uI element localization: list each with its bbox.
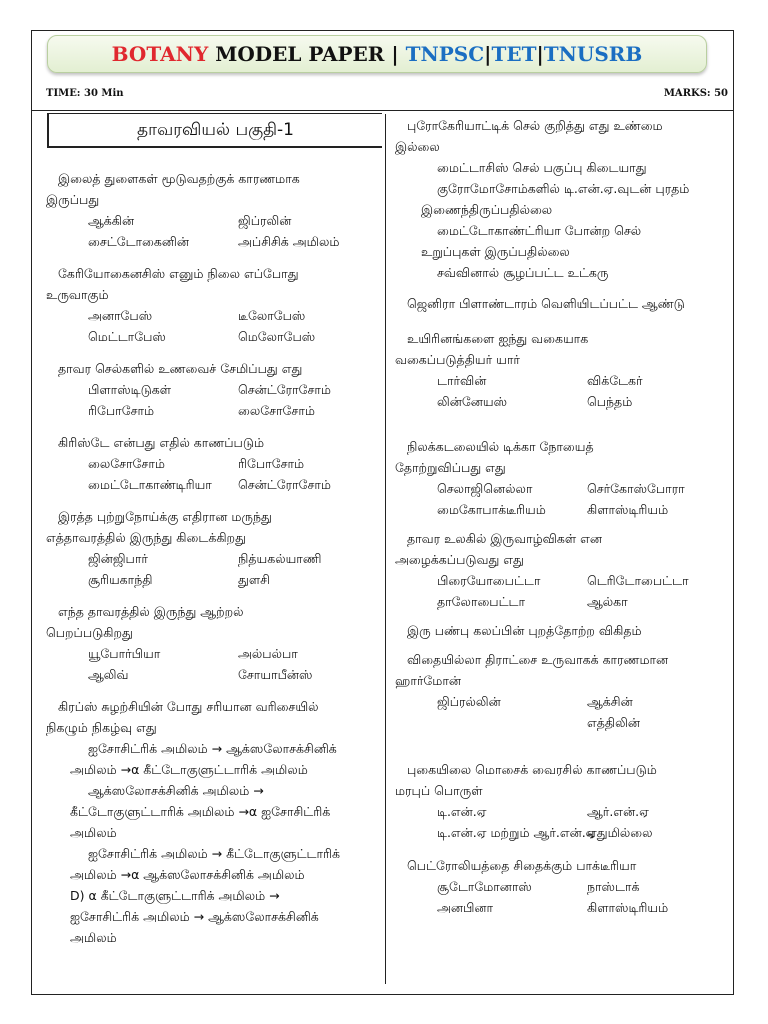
- title-main: MODEL PAPER: [215, 42, 385, 66]
- title-sep: |: [536, 42, 544, 66]
- question-block: [46, 358, 376, 421]
- option-row: [46, 664, 376, 685]
- option-text: துளசி: [238, 572, 270, 587]
- title-tag-tnpsc: TNPSC: [405, 42, 485, 66]
- question-block: [395, 759, 725, 843]
- header-rule: [31, 110, 734, 111]
- option-text: டார்வின்: [437, 373, 487, 388]
- option-row: [395, 499, 725, 520]
- title-subject: BOTANY: [111, 42, 209, 66]
- option-text: சென்ட்ரோசோம்: [238, 477, 331, 492]
- question-text: [395, 293, 725, 314]
- option-text: நாஸ்டாக்: [587, 879, 640, 894]
- option-text: செலாஜினெல்லா: [437, 481, 533, 496]
- question-block: [46, 432, 376, 495]
- question-line: எத்தாவரத்தில் இருந்து கிடைக்கிறது: [46, 530, 246, 545]
- question-block: [395, 649, 725, 733]
- question-block: [46, 263, 376, 347]
- option-text: ஆலிவ்: [88, 667, 129, 682]
- question-line: ஜெனிரா பிளாண்டாரம் வெளியிடப்பட்ட ஆண்டு: [407, 296, 685, 311]
- question-block: [46, 168, 376, 252]
- question-line: எந்த தாவரத்தில் இருந்து ஆற்றல்: [58, 604, 244, 619]
- option-row: [395, 897, 725, 918]
- question-line: கிரப்ஸ் சுழற்சியின் போது சரியான வரிசையில்: [58, 699, 319, 714]
- option-text: லின்னேயஸ்: [437, 394, 507, 409]
- option-text: டி.என்.ஏ: [437, 804, 487, 819]
- title-tag-tnusrb: TNUSRB: [543, 42, 643, 66]
- option-row: [46, 305, 376, 326]
- marks-label: MARKS: 50: [663, 88, 728, 99]
- time-label: TIME: 30 Min: [46, 88, 124, 99]
- option-row: [46, 210, 376, 231]
- option-text: கிளாஸ்டிரியம்: [587, 502, 669, 517]
- question-line: வகைப்படுத்தியர் யார்: [395, 352, 520, 367]
- option-text: சென்ட்ரோசோம்: [238, 382, 331, 397]
- question-line: பெறப்படுகிறது: [46, 625, 133, 640]
- option-row: [46, 643, 376, 664]
- question-line: கேரியோகைனசிஸ் எனும் நிலை எப்போது: [58, 266, 299, 281]
- question-line: நிலக்கடலையில் டிக்கா நோயைத்: [407, 439, 594, 454]
- option-line: அமிலம் →α ஆக்ஸலோசக்சினிக் அமிலம்: [70, 867, 305, 882]
- question-text: [46, 432, 376, 453]
- question-line: புகையிலை மொசைக் வைரசில் காணப்படும்: [407, 762, 657, 777]
- question-line: இருப்பது: [46, 192, 100, 207]
- option-line: ஐசோசிட்ரிக் அமிலம் → ஆக்ஸலோசக்சினிக்: [88, 741, 337, 756]
- option-row: [395, 822, 725, 843]
- option-row: [46, 548, 376, 569]
- option-text: ஜின்ஜிபார்: [88, 551, 148, 566]
- option-text: லைசோசோம்: [88, 456, 165, 471]
- question-line: கிரிஸ்டே என்பது எதில் காணப்படும்: [58, 435, 265, 450]
- option-row: [395, 370, 725, 391]
- option-row: [395, 391, 725, 412]
- option-text: மெட்டாபேஸ்: [88, 329, 166, 344]
- question-line: உருவாகும்: [46, 287, 109, 302]
- question-line: நிகழும் நிகழ்வு எது: [46, 720, 157, 735]
- option-line: குரோமோசோம்களில் டி.என்.ஏ.வுடன் புரதம்: [437, 181, 690, 196]
- option-text: மெலோபேஸ்: [238, 329, 316, 344]
- option-row: [395, 801, 725, 822]
- question-text: [395, 649, 725, 691]
- option-row: [395, 591, 725, 612]
- question-block: [395, 620, 725, 641]
- option-row: [395, 712, 725, 733]
- question-line: இரத்த புற்றுநோய்க்கு எதிரான மருந்து: [58, 509, 272, 524]
- question-block: [395, 293, 725, 314]
- option-row: [395, 570, 725, 591]
- question-text: [395, 328, 725, 370]
- title-banner: [47, 35, 707, 73]
- option-line: அமிலம்: [70, 930, 117, 945]
- option-text: நித்யகல்யாணி: [238, 551, 322, 566]
- question-block: [395, 528, 725, 612]
- option-text: செர்கோஸ்போரா: [587, 481, 685, 496]
- question-block: [46, 601, 376, 685]
- option-row: [46, 453, 376, 474]
- column-divider: [385, 114, 386, 984]
- option-text: அனாபேஸ்: [88, 308, 153, 323]
- title-sep: |: [484, 42, 492, 66]
- option-text: கிளாஸ்டிரியம்: [587, 900, 669, 915]
- question-line: இரு பண்பு கலப்பின் புறத்தோற்ற விகிதம்: [407, 623, 642, 638]
- question-block: [395, 855, 725, 918]
- question-block: [395, 328, 725, 412]
- option-line: D) α கீட்டோகுளுட்டாரிக் அமிலம் →: [70, 888, 280, 903]
- question-text: [46, 601, 376, 643]
- question-text: [46, 506, 376, 548]
- option-text: மைகோபாக்டீரியம்: [437, 502, 546, 517]
- option-line: அமிலம்: [70, 825, 117, 840]
- option-text: அனபினா: [437, 900, 494, 915]
- question-text: [395, 115, 725, 157]
- question-line: ஹார்மோன்: [395, 673, 461, 688]
- option-text: ஆக்சின்: [587, 694, 633, 709]
- option-row: [395, 691, 725, 712]
- option-text: யூபோர்பியா: [88, 646, 161, 661]
- option-row: [46, 231, 376, 252]
- question-line: அழைக்கப்படுவது எது: [395, 552, 524, 567]
- option-text: பிரையோபைட்டா: [437, 573, 541, 588]
- option-text: பிளாஸ்டிடுகள்: [88, 382, 172, 397]
- question-block: [395, 436, 725, 520]
- left-column: [46, 168, 376, 959]
- option-line: மைட்டாசிஸ் செல் பகுப்பு கிடையாது: [437, 160, 647, 175]
- section-title-text: தாவரவியல் பகுதி-1: [137, 120, 294, 140]
- question-line: மரபுப் பொருள்: [395, 783, 483, 798]
- question-line: புரோகேரியாட்டிக் செல் குறித்து எது உண்மை: [407, 118, 663, 133]
- option-text: மைட்டோகாண்டிரியா: [88, 477, 212, 492]
- title-tag-tet: TET: [491, 42, 537, 66]
- option-row: [46, 474, 376, 495]
- question-line: தோற்றுவிப்பது எது: [395, 460, 506, 475]
- option-text: ஜிப்ரல்லின்: [437, 694, 501, 709]
- option-text: ரிபோசோம்: [238, 456, 305, 471]
- option-line: இணைந்திருப்பதில்லை: [421, 202, 553, 217]
- option-text: ரிபோசோம்: [88, 403, 155, 418]
- option-line: மைட்டோகாண்ட்ரியா போன்ற செல்: [437, 223, 642, 238]
- option-text: ஆர்.என்.ஏ: [587, 804, 649, 819]
- option-line: ஐசோசிட்ரிக் அமிலம் → ஆக்ஸலோசக்சினிக்: [70, 909, 319, 924]
- question-text: [46, 168, 376, 210]
- option-text: டி.என்.ஏ மற்றும் ஆர்.என்.ஏ: [437, 825, 596, 840]
- option-line: ஐசோசிட்ரிக் அமிலம் → கீட்டோகுளுட்டாரிக்: [88, 846, 340, 861]
- option-chain: [46, 738, 376, 948]
- question-text: [46, 358, 376, 379]
- option-text: விக்டேகர்: [587, 373, 643, 388]
- option-line: ஆக்ஸலோசக்சினிக் அமிலம் →: [88, 783, 264, 798]
- option-text: ஏதுமில்லை: [587, 825, 653, 840]
- option-text: சூடோமோனாஸ்: [437, 879, 532, 894]
- option-line: கீட்டோகுளுட்டாரிக் அமிலம் →α ஐசோசிட்ரிக்: [70, 804, 331, 819]
- option-text: தாலோபைட்டா: [437, 594, 526, 609]
- option-row: [46, 569, 376, 590]
- option-text: லைசோசோம்: [238, 403, 315, 418]
- option-text: ஆக்கின்: [88, 213, 135, 228]
- option-text: பெந்தம்: [587, 394, 633, 409]
- question-text: [395, 620, 725, 641]
- option-text: எத்திலின்: [587, 715, 640, 730]
- question-line: விதையில்லா திராட்சை உருவாகக் காரணமான: [407, 652, 669, 667]
- option-row: [46, 379, 376, 400]
- option-text: அல்பல்பா: [238, 646, 298, 661]
- option-text: சைட்டோகைனின்: [88, 234, 189, 249]
- question-block: [46, 696, 376, 948]
- option-line: உறுப்புகள் இருப்பதில்லை: [421, 244, 570, 259]
- question-text: [395, 759, 725, 801]
- question-text: [395, 855, 725, 876]
- option-text: சோயாபீன்ஸ்: [238, 667, 313, 682]
- question-line: இலைத் துளைகள் மூடுவதற்குக் காரணமாக: [58, 171, 300, 186]
- option-text: ஜிப்ரலின்: [238, 213, 292, 228]
- section-title: [47, 113, 382, 148]
- question-text: [46, 696, 376, 738]
- option-text: [437, 712, 587, 733]
- option-text: டீலோபேஸ்: [238, 308, 306, 323]
- option-line: அமிலம் →α கீட்டோகுளுட்டாரிக் அமிலம்: [70, 762, 308, 777]
- question-line: உயிரினங்களை ஐந்து வகையாக: [407, 331, 589, 346]
- option-text: அப்சிசிக் அமிலம்: [238, 234, 340, 249]
- question-block: [46, 506, 376, 590]
- question-text: [395, 528, 725, 570]
- option-line: சவ்வினால் சூழப்பட்ட உட்கரு: [437, 265, 609, 280]
- question-block: [395, 115, 725, 283]
- option-row: [46, 326, 376, 347]
- question-line: பெட்ரோலியத்தை சிதைக்கும் பாக்டீரியா: [407, 858, 637, 873]
- question-text: [395, 436, 725, 478]
- option-row: [46, 400, 376, 421]
- option-text: சூரியகாந்தி: [88, 572, 153, 587]
- option-row: [395, 876, 725, 897]
- option-text: டெரிடோபைட்டா: [587, 573, 689, 588]
- title-sep: |: [391, 42, 399, 66]
- option-text: ஆல்கா: [587, 594, 628, 609]
- question-line: இல்லை: [395, 139, 440, 154]
- question-text: [46, 263, 376, 305]
- option-row: [395, 478, 725, 499]
- right-column: [395, 115, 725, 926]
- question-line: தாவர உலகில் இருவாழ்விகள் என: [407, 531, 603, 546]
- question-line: தாவர செல்களில் உணவைச் சேமிப்பது எது: [58, 361, 303, 376]
